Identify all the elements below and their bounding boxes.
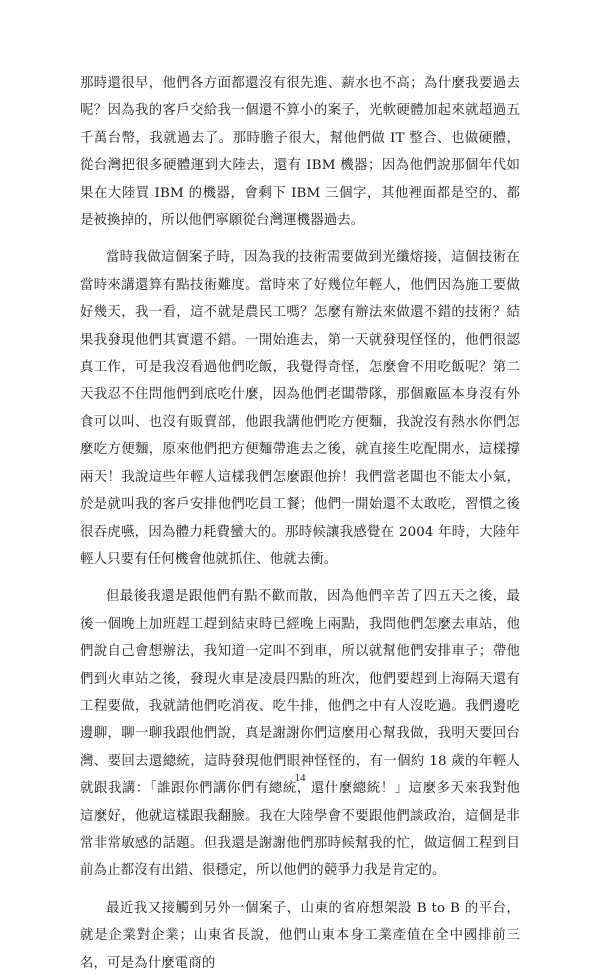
- page-number: 14: [294, 772, 306, 784]
- paragraph-2: 當時我做這個案子時，因為我的技術需要做到光纖熔接，這個技術在當時來講還算有點技術難度。當時來了好幾位年輕人，他們因為施工要做好幾天，我一看，這不就是農民工嗎？怎麼有辦法來做還不錯的技術？結果我發現他們其實還不錯。一開始進去，第一天就發現怪怪的，他們很認真工作，可是我沒看過他們吃飯，我覺得奇怪，怎麼會不用吃飯呢？第二天我忍不住問他們到底吃什麼，因為他們老闆帶隊，那個廠區本身沒有外食可以叫、也沒有販賣部，他跟我講他們吃方便麵，我說沒有熱水你們怎麼吃方便麵，原來他們把方便麵帶進去之後，就直接生吃配開水，這樣撐兩天！我說這些年輕人這樣我們怎麼跟他拚！我們當老闆也不能太小氣，於是就叫我的客戶安排他們吃員工餐；他們一開始還不太敢吃，習慣之後很吞虎嚥，因為體力耗費蠻大的。那時候讓我感覺在 2004 年時，大陸年輕人只要有任何機會他就抓住、他就去衝。: [80, 250, 520, 567]
- paragraph-gap: [80, 234, 520, 244]
- body-text: [80, 70, 520, 977]
- paragraph-4: 最近我又接觸到另外一個案子，山東的省府想架設 B to B 的平台，就是企業對企業；山東省長說，他們山東本身工業產值在全中國排前三名，可是為什麼電商的: [80, 900, 520, 971]
- paragraph-3: 但最後我還是跟他們有點不歡而散，因為他們辛苦了四五天之後，最後一個晚上加班趕工趕到結束時已經晚上兩點，我問他們怎麼去車站，他們說自己會想辦法，我知道一定叫不到車，所以就幫他們安排車子；帶他們到火車站之後，發現火車是凌晨四點的班次，他們要趕到上海隔天還有工程要做，我就請他們吃消夜、吃牛排，他們之中有人沒吃過。我們邊吃邊聊，聊一聊我跟他們說，真是謝謝你們這麼用心幫我做，我明天要回台灣、要回去還總統，這時發現他們眼神怪怪的，有一個約 18 歲的年輕人就跟我講：「誰跟你們講你們有總統，還什麼總統！」這麼多天來我對他這麼好，他就這樣跟我翻臉。我在大陸學會不要跟他們談政治，這個是非常非常敏感的話題。但我還是謝謝他們那時候幫我的忙，做這個工程到目前為止都沒有出錯、很穩定，所以他們的競爭力我是肯定的。: [80, 589, 520, 879]
- paragraph-gap: [80, 885, 520, 895]
- paragraph-1: 那時還很早，他們各方面都還沒有很先進、薪水也不高；為什麼我要過去呢？因為我的客戶交給我一個還不算小的案子，光軟硬體加起來就超過五千萬台幣，我就過去了。那時膽子很大，幫他們做 IT 整合、也做硬體，從台灣把很多硬體運到大陸去，還有 IBM 機器；因為他們說那個年代如果在大陸買 IBM 的機器，會剩下 IBM 三個字，其他裡面都是空的、都是被換掉的，所以他們寧願從台灣運機器過去。: [80, 76, 520, 229]
- paragraph-gap: [80, 573, 520, 583]
